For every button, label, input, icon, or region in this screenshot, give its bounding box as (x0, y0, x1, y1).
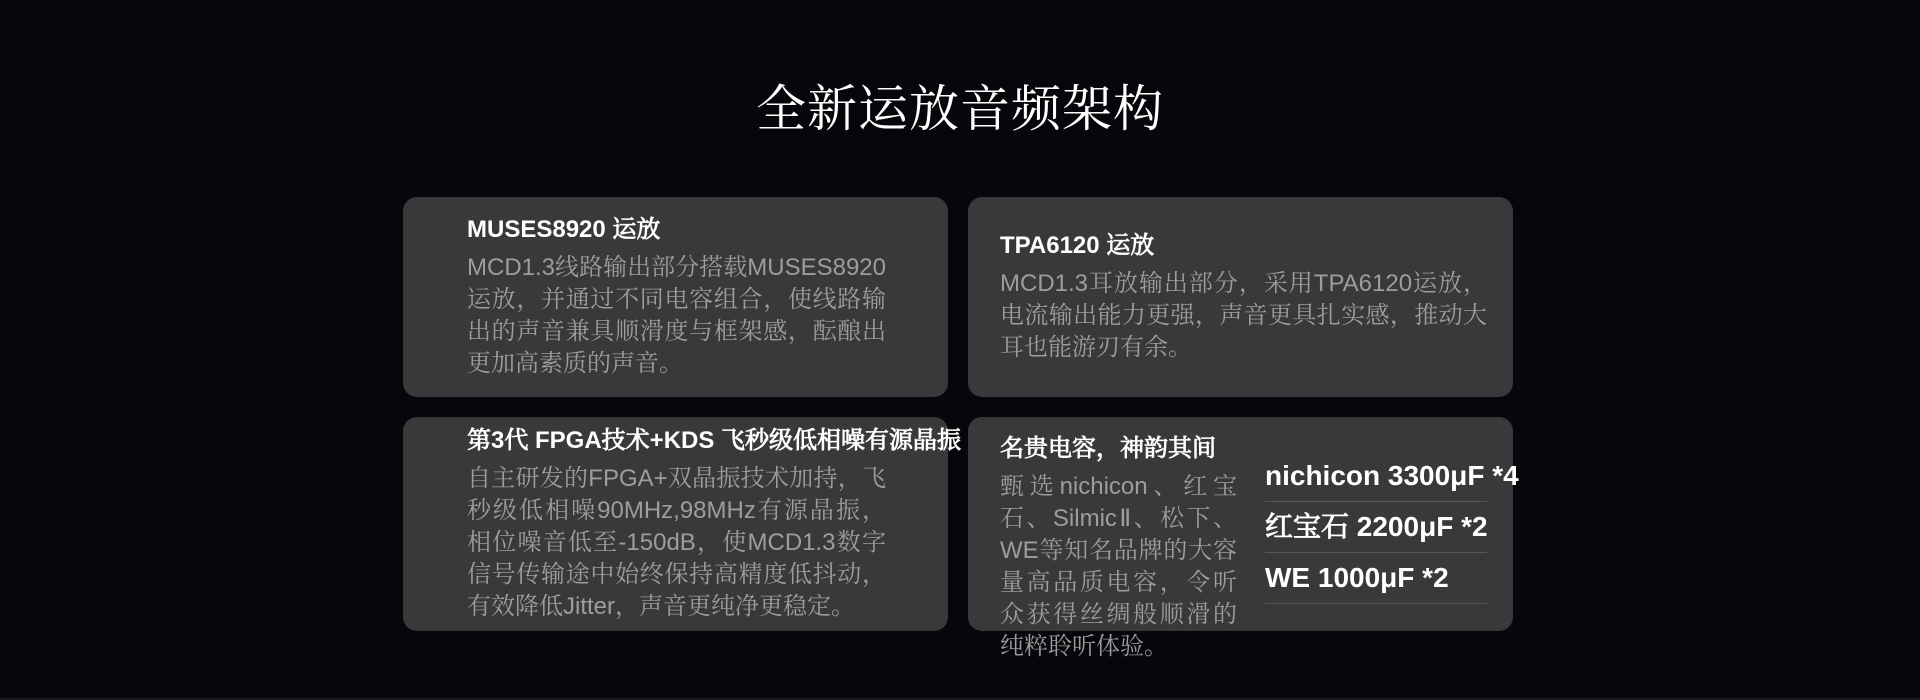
card-body: 甄选nichicon、红宝石、SilmicⅡ、松下、WE等知名品牌的大容量高品质电容，令听众获得丝绸般顺滑的纯粹聆听体验。 (1000, 473, 1237, 660)
feature-card-fpga-crystal (403, 417, 962, 631)
card-title: 第3代 FPGA技术+KDS 飞秒级低相噪有源晶振 (467, 427, 962, 454)
card-title: TPA6120 运放 (1000, 232, 1155, 259)
capacitor-list-item: nichicon 3300μF *4 (1265, 461, 1487, 502)
capacitor-list-item: 红宝石 2200μF *2 (1265, 502, 1487, 553)
feature-card-muses8920 (403, 197, 948, 397)
feature-card-capacitors (968, 417, 1519, 660)
capacitor-list (1265, 460, 1519, 604)
feature-cards-grid (403, 197, 1519, 660)
card-body: MCD1.3线路输出部分搭载MUSES8920运放，并通过不同电容组合，使线路输出的声音兼具顺滑度与框架感，酝酿出更加高素质的声音。 (467, 254, 886, 377)
capacitor-card-text (1000, 433, 1237, 663)
capacitor-list-item: WE 1000μF *2 (1265, 553, 1487, 604)
page-title: 全新运放音频架构 (756, 81, 1164, 137)
feature-card-tpa6120 (968, 197, 1513, 397)
card-body: 自主研发的FPGA+双晶振技术加持，飞秒级低相噪90MHz,98MHz有源晶振，相位噪音低至-150dB，使MCD1.3数字信号传输途中始终保持高精度低抖动，有效降低Jitter，声音更纯净更稳定。 (467, 465, 886, 620)
card-title: 名贵电容，神韵其间 (1000, 435, 1216, 462)
card-body: MCD1.3耳放输出部分，采用TPA6120运放，电流输出能力更强，声音更具扎实感，推动大耳也能游刃有余。 (1000, 270, 1487, 361)
card-title: MUSES8920 运放 (467, 216, 661, 243)
